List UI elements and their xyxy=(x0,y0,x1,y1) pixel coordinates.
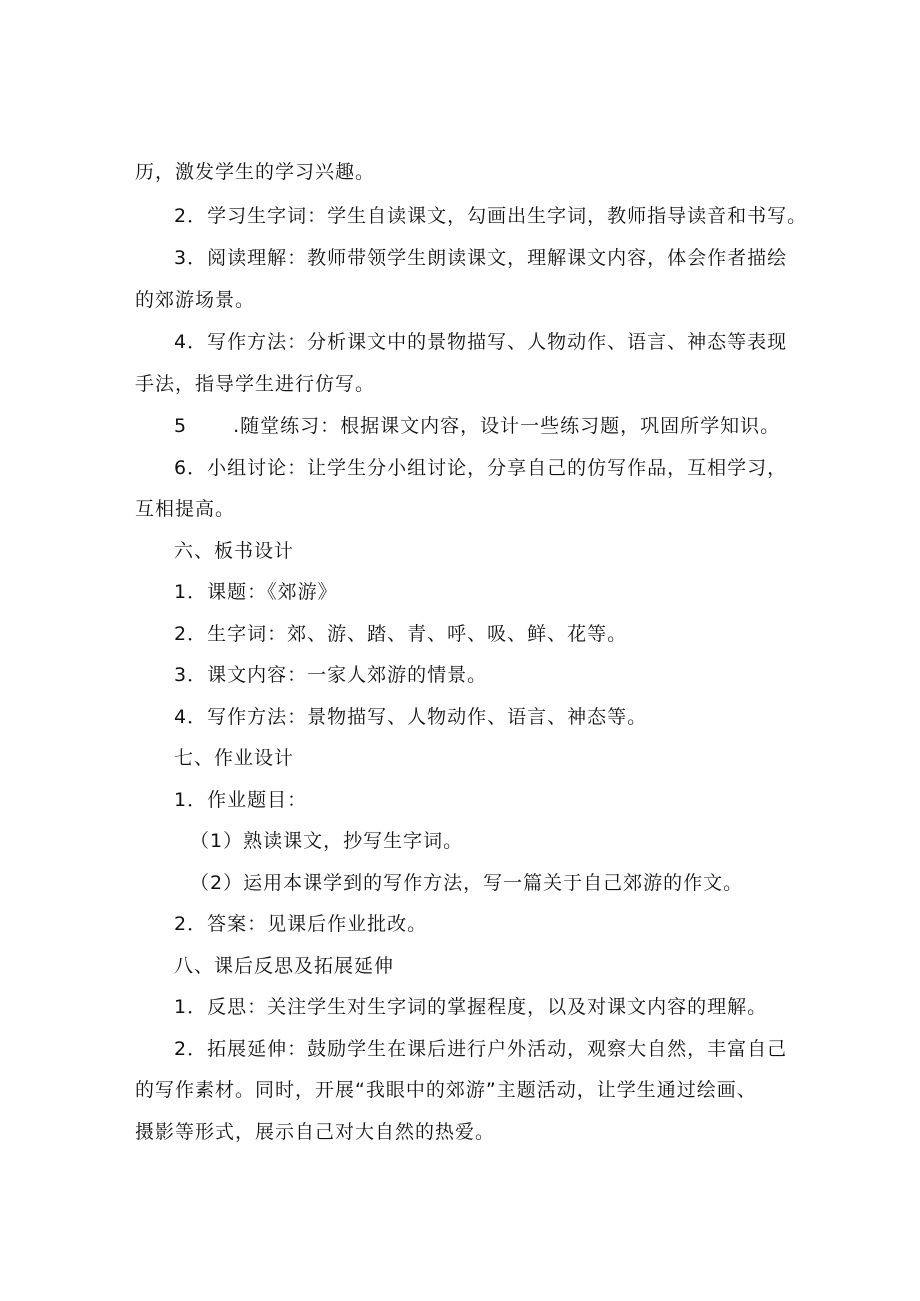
text-line: 的写作素材。同时，开展“我眼中的郊游”主题活动，让学生通过绘画、 xyxy=(135,1079,757,1101)
text-line: 2．拓展延伸：鼓励学生在课后进行户外活动，观察大自然，丰富自己 xyxy=(174,1038,788,1060)
text-line: 3．课文内容：一家人郊游的情景。 xyxy=(174,664,488,686)
section-heading: 六、板书设计 xyxy=(174,540,295,562)
list-number: 5 xyxy=(174,415,188,437)
text-line: 6．小组讨论：让学生分小组讨论，分享自己的仿写作品，互相学习， xyxy=(174,457,788,479)
section-heading: 七、作业设计 xyxy=(174,747,295,769)
text-line xyxy=(174,414,780,438)
text-line: 2．生字词：郊、游、踏、青、呼、吸、鲜、花等。 xyxy=(174,623,628,645)
text-line: 1．反思：关注学生对生字词的掌握程度，以及对课文内容的理解。 xyxy=(174,996,768,1018)
text-line: 摄影等形式，展示自己对大自然的热爱。 xyxy=(135,1121,496,1143)
text-line: 2．答案：见课后作业批改。 xyxy=(174,913,428,935)
text-line: 3．阅读理解：教师带领学生朗读课文，理解课文内容，体会作者描绘 xyxy=(174,247,788,269)
text-line: （1）熟读课文，抄写生字词。 xyxy=(190,830,464,852)
text-line: 4．写作方法：景物描写、人物动作、语言、神态等。 xyxy=(174,706,648,728)
text-line: 4．写作方法：分析课文中的景物描写、人物动作、语言、神态等表现 xyxy=(174,331,788,353)
text-line: 2．学习生字词：学生自读课文，勾画出生字词，教师指导读音和书写。 xyxy=(174,205,808,227)
text-line: （2）运用本课学到的写作方法，写一篇关于自己郊游的作文。 xyxy=(190,872,744,894)
text-line: 互相提高。 xyxy=(135,498,236,520)
text-line: 的郊游场景。 xyxy=(135,289,256,311)
text-line: 历，激发学生的学习兴趣。 xyxy=(135,161,376,183)
list-text: .随堂练习：根据课文内容，设计一些练习题，巩固所学知识。 xyxy=(233,415,781,437)
text-line: 手法，指导学生进行仿写。 xyxy=(135,373,376,395)
section-heading: 八、课后反思及拓展延伸 xyxy=(174,955,395,977)
text-line: 1．课题：《郊游》 xyxy=(174,581,338,603)
text-line: 1．作业题目： xyxy=(174,789,308,811)
